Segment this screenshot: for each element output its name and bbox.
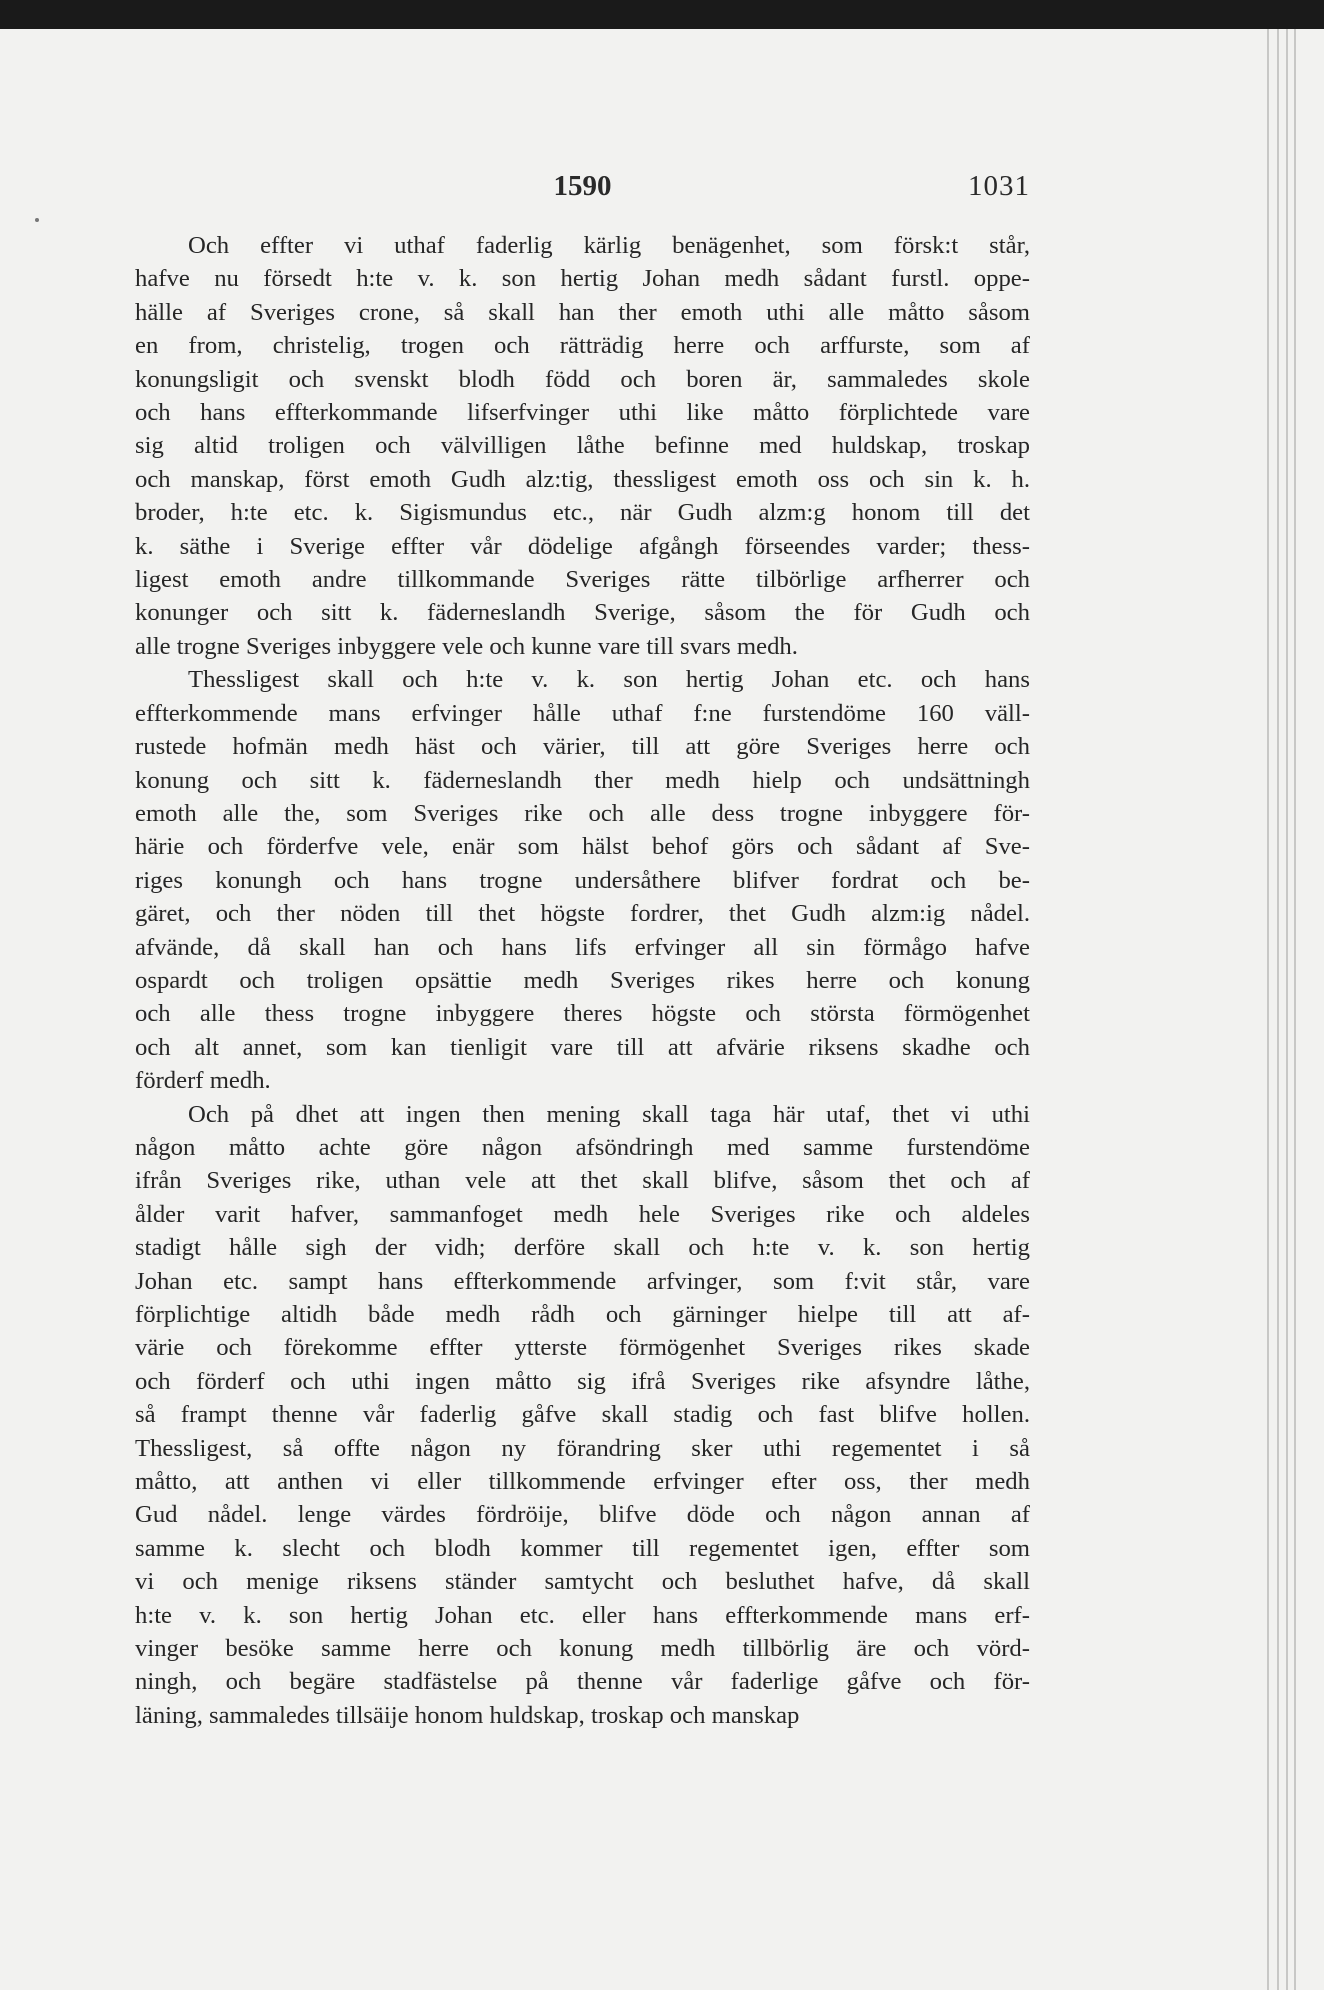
text-line: och manskap, först emoth Gudh alz:tig, thessligest emoth oss och sin k. h. (135, 465, 1030, 493)
text-line: och hans effterkommande lifserfvinger uthi like måtto förplichtede vare (135, 399, 1030, 427)
text-line: Thessligest, så offte någon ny förandring sker uthi regementet i så (135, 1434, 1030, 1462)
page-edge-line (1286, 29, 1288, 1990)
text-line: emoth alle the, som Sveriges rike och alle dess trogne inbyggere för- (135, 799, 1030, 827)
paragraph (135, 663, 1030, 1097)
text-line: hälle af Sveriges crone, så skall han ther emoth uthi alle måtto såsom (135, 298, 1030, 326)
text-line: k. säthe i Sverige effter vår dödelige afgångh förseendes varder; thess- (135, 532, 1030, 560)
text-line: förplichtige altidh både medh rådh och gärninger hielpe till att af- (135, 1301, 1030, 1328)
text-line: konunger och sitt k. fäderneslandh Sverige, såsom the för Gudh och (135, 599, 1030, 627)
page-number: 1031 (968, 170, 1030, 202)
document-body (135, 229, 1030, 1732)
paragraph (135, 1098, 1030, 1733)
text-line: Thessligest skall och h:te v. k. son hertig Johan etc. och hans (188, 666, 1030, 694)
text-line: gäret, och ther nöden till thet högste fordrer, thet Gudh alzm:ig nådel. (135, 900, 1030, 928)
text-line: förderf medh. (135, 1067, 271, 1095)
page-edge-line (1267, 29, 1269, 1990)
text-line: ningh, och begäre stadfästelse på thenne vår faderlige gåfve och för- (135, 1668, 1030, 1696)
text-line: och alt annet, som kan tienligit vare till att afvärie riksens skadhe och (135, 1033, 1030, 1061)
text-line: och förderf och uthi ingen måtto sig ifrå Sveriges rike afsyndre låthe, (135, 1367, 1030, 1395)
text-line: härie och förderfve vele, enär som hälst behof görs och sådant af Sve- (135, 833, 1030, 861)
text-line: konung och sitt k. fäderneslandh ther medh hielp och undsättningh (135, 766, 1030, 794)
text-line: vinger besöke samme herre och konung medh tillbörlig äre och vörd- (135, 1635, 1030, 1663)
text-line: sig altid troligen och välvilligen låthe befinne med huldskap, troskap (135, 432, 1030, 460)
text-line: Och på dhet att ingen then mening skall taga här utaf, thet vi uthi (188, 1100, 1030, 1128)
text-line: ospardt och troligen opsättie medh Sveriges rikes herre och konung (135, 966, 1030, 994)
text-line: broder, h:te etc. k. Sigismundus etc., när Gudh alzm:g honom till det (135, 499, 1030, 527)
text-line: vi och menige riksens ständer samtycht och besluthet hafve, då skall (135, 1568, 1030, 1596)
margin-speck (35, 218, 39, 222)
text-line: en from, christelig, trogen och rätträdig herre och arffurste, som af (135, 332, 1030, 360)
running-head (135, 170, 1030, 210)
text-line: ålder varit hafver, sammanfoget medh hele Sveriges rike och aldeles (135, 1200, 1030, 1228)
text-line: Johan etc. sampt hans effterkommende arfvinger, som f:vit står, vare (135, 1267, 1030, 1295)
text-line: och alle thess trogne inbyggere theres högste och största förmögenhet (135, 1000, 1030, 1028)
text-line: effterkommende mans erfvinger hålle uthaf f:ne furstendöme 160 väll- (135, 699, 1030, 727)
text-line: samme k. slecht och blodh kommer till regementet igen, effter som (135, 1534, 1030, 1562)
text-line: måtto, att anthen vi eller tillkommende erfvinger efter oss, ther medh (135, 1468, 1030, 1496)
text-line: ligest emoth andre tillkommande Sveriges rätte tilbörlige arfherrer och (135, 566, 1030, 594)
text-line: stadigt hålle sigh der vidh; derföre skall och h:te v. k. son hertig (135, 1234, 1030, 1262)
text-line: alle trogne Sveriges inbyggere vele och kunne vare till svars medh. (135, 632, 798, 660)
text-line: ifrån Sveriges rike, uthan vele att thet skall blifve, såsom thet och af (135, 1167, 1030, 1195)
text-line: någon måtto achte göre någon afsöndringh med samme furstendöme (135, 1133, 1030, 1161)
paragraph (135, 229, 1030, 663)
text-line: rustede hofmän medh häst och värier, till att göre Sveriges herre och (135, 733, 1030, 761)
year-heading: 1590 (553, 170, 612, 202)
text-line: så frampt thenne vår faderlig gåfve skall stadig och fast blifve hollen. (135, 1401, 1030, 1429)
text-line: riges konungh och hans trogne undersåthere blifver fordrat och be- (135, 866, 1030, 894)
text-line: afvände, då skall han och hans lifs erfvinger all sin förmågo hafve (135, 933, 1030, 961)
text-line: Gud nådel. lenge värdes fördröije, blifve döde och någon annan af (135, 1501, 1030, 1529)
text-line: h:te v. k. son hertig Johan etc. eller hans effterkommende mans erf- (135, 1601, 1030, 1629)
text-line: hafve nu försedt h:te v. k. son hertig Johan medh sådant furstl. oppe- (135, 265, 1030, 293)
text-line: läning, sammaledes tillsäije honom huldskap, troskap och manskap (135, 1701, 800, 1729)
text-line: konungsligit och svenskt blodh född och boren är, sammaledes skole (135, 365, 1030, 393)
text-line: värie och förekomme effter ytterste förmögenhet Sveriges rikes skade (135, 1334, 1030, 1362)
page-edge-line (1277, 29, 1279, 1990)
text-line: Och effter vi uthaf faderlig kärlig benägenhet, som försk:t står, (188, 232, 1030, 259)
page-edge-line (1294, 29, 1296, 1990)
